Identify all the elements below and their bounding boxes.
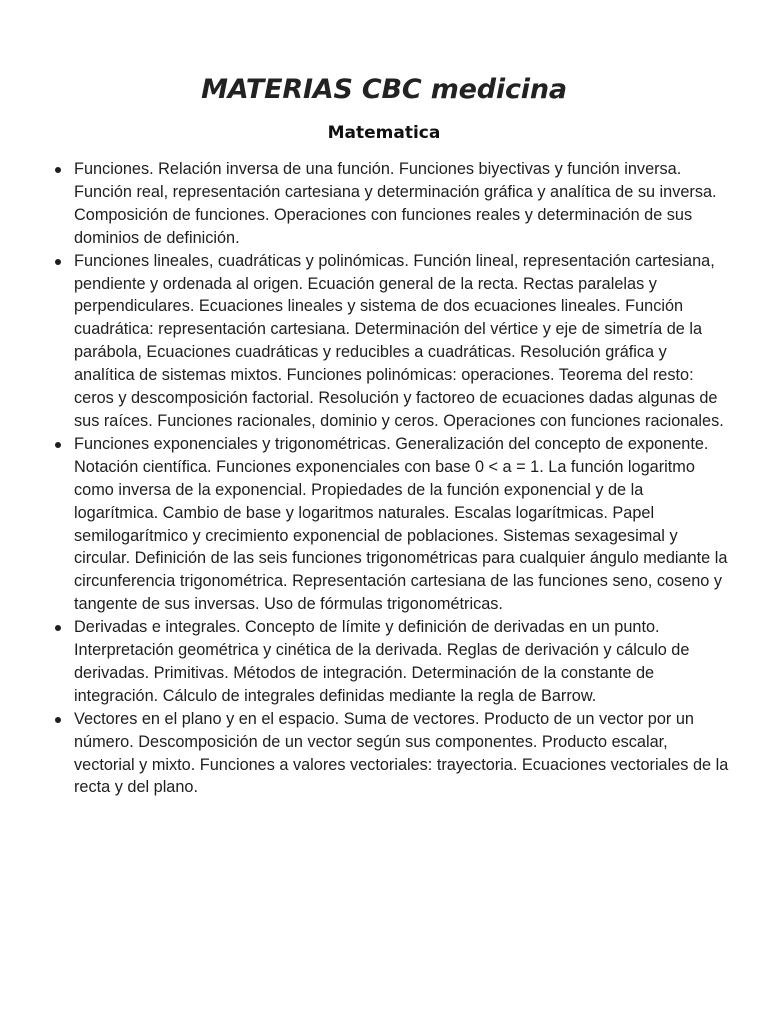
topic-text: Funciones. Relación inversa de una función. Funciones biyectivas y función inversa. Función real, representación cartesiana y determinación gráfica y analítica de su inversa. Composición de funciones. Operaciones con funciones reales y determinación de sus dominios de definición. <box>74 160 717 247</box>
bullet-icon <box>55 442 61 448</box>
bullet-icon <box>55 167 61 173</box>
topic-text: Vectores en el plano y en el espacio. Suma de vectores. Producto de un vector por un número. Descomposición de un vector según sus componentes. Producto escalar, vectorial y mixto. Funciones a valores vectoriales: trayectoria. Ecuaciones vectoriales de la recta y del plano. <box>74 709 729 797</box>
bullet-icon <box>55 625 61 631</box>
bullet-icon <box>55 717 61 723</box>
section-title: Matematica <box>327 123 441 143</box>
topic-text: Derivadas e integrales. Concepto de límite y definición de derivadas en un punto. Interpretación geométrica y cinética de la derivada. Reglas de derivación y cálculo de derivadas. Primitivas. Métodos de integración. Determinación de la constante de integración. Cálculo de integrales definidas mediante la regla de Barrow. <box>74 618 690 705</box>
list-item <box>74 708 729 800</box>
list-item <box>74 616 729 708</box>
list-item <box>74 250 729 433</box>
document-title: MATERIAS CBC medicina <box>201 74 567 105</box>
list-item <box>74 158 729 250</box>
list-item <box>74 433 729 616</box>
bullet-icon <box>55 259 61 265</box>
topic-text: Funciones lineales, cuadráticas y polinómicas. Función lineal, representación cartesiana, pendiente y ordenada al origen. Ecuación general de la recta. Rectas paralelas y perpendiculares. Ecuaciones lineales y sistema de dos ecuaciones lineales. Función cuadrática: representación cartesiana. Determinación del vértice y eje de simetría de la parábola, Ecuaciones cuadráticas y reducibles a cuadráticas. Resolución gráfica y analítica de sistemas mixtos. Funciones polinómicas: operaciones. Teorema del resto: ceros y descomposición factorial. Resolución y factoreo de ecuaciones dadas algunas de sus raíces. Funciones racionales, dominio y ceros. Operaciones con funciones racionales. <box>74 251 724 430</box>
topic-text: Funciones exponenciales y trigonométricas. Generalización del concepto de exponente. Notación científica. Funciones exponenciales con base 0 < a = 1. La función logaritmo como inversa de la exponencial. Propiedades de la función exponencial y de la logarítmica. Cambio de base y logaritmos naturales. Escalas logarítmicas. Papel semilogarítmico y crecimiento exponencial de poblaciones. Sistemas sexagesimal y circular. Definición de las seis funciones trigonométricas para cualquier ángulo mediante la circunferencia trigonométrica. Representación cartesiana de las funciones seno, coseno y tangente de sus inversas. Uso de fórmulas trigonométricas. <box>74 434 728 614</box>
topic-list <box>74 158 729 799</box>
